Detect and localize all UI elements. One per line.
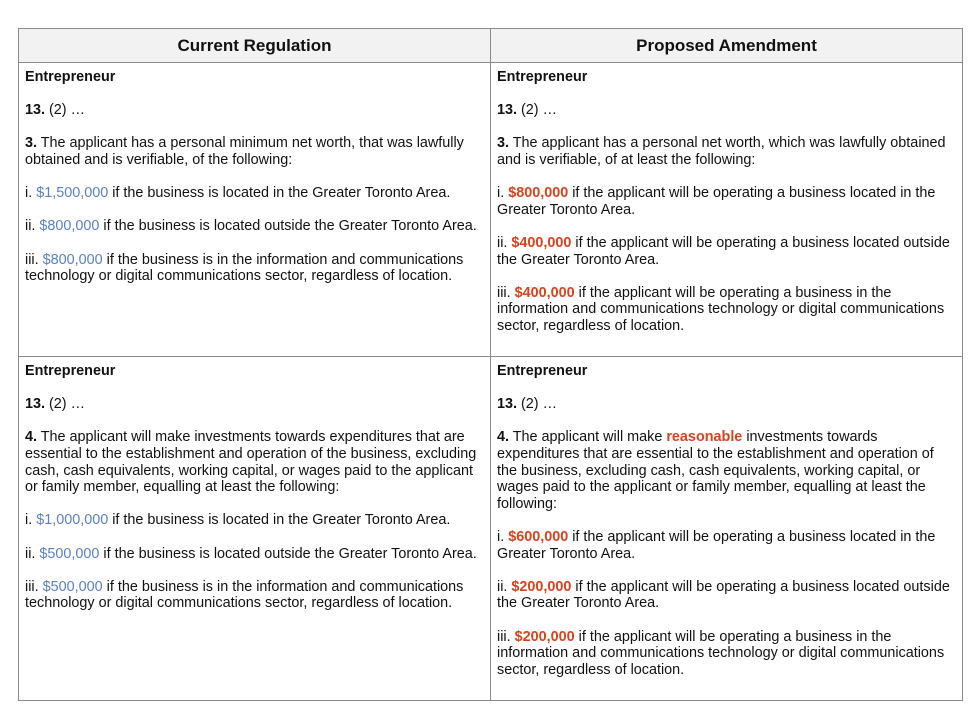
cell-heading: Entrepreneur <box>25 363 116 379</box>
section-ref: 13. (2) … <box>25 102 85 119</box>
current-cell <box>19 63 491 357</box>
proposed-cell <box>491 63 963 357</box>
list-item: ii. $800,000 if the business is located outside the Greater Toronto Area. <box>25 218 477 235</box>
clause-text: 3. The applicant has a personal minimum net worth, that was lawfully obtained and is verifiable, of the following: <box>25 135 464 168</box>
amount: $800,000 <box>42 251 103 268</box>
list-item: iii. $200,000 if the applicant will be operating a business in the information and communications technology or digital communications sector, regardless of location. <box>497 628 945 678</box>
section-ref: 13. (2) … <box>25 396 85 413</box>
list-item: i. $1,500,000 if the business is located in the Greater Toronto Area. <box>25 185 451 202</box>
comparison-table <box>18 28 963 701</box>
list-item: iii. $500,000 if the business is in the information and communications technology or digital communications sector, regardless of location. <box>25 578 464 612</box>
cell-heading: Entrepreneur <box>25 69 116 85</box>
amount: $500,000 <box>42 578 103 595</box>
amount: $1,500,000 <box>36 185 109 202</box>
list-item: i. $1,000,000 if the business is located in the Greater Toronto Area. <box>25 512 451 529</box>
highlighted-word: reasonable <box>666 429 743 446</box>
section-ref: 13. (2) … <box>497 396 557 413</box>
clause-text: 4. The applicant will make reasonable investments towards expenditures that are essential to the establishment and operation of the business, excluding cash, cash equivalents, working capital, or wages paid to the applicant or family member, equalling at least the following: <box>497 429 934 512</box>
amount: $600,000 <box>508 528 569 545</box>
amount: $500,000 <box>39 545 100 562</box>
list-item: i. $600,000 if the applicant will be operating a business located in the Greater Toronto Area. <box>497 528 936 562</box>
list-item: i. $800,000 if the applicant will be operating a business located in the Greater Toronto Area. <box>497 185 936 218</box>
list-item: iii. $800,000 if the business is in the information and communications technology or digital communications sector, regardless of location. <box>25 251 464 285</box>
proposed-cell <box>491 357 963 701</box>
header-current-regulation: Current Regulation <box>19 29 491 63</box>
cell-heading: Entrepreneur <box>497 363 588 379</box>
list-item: iii. $400,000 if the applicant will be operating a business in the information and communications technology or digital communications sector, regardless of location. <box>497 284 945 334</box>
table-row <box>19 357 963 701</box>
amount: $400,000 <box>511 234 572 251</box>
list-item: ii. $500,000 if the business is located outside the Greater Toronto Area. <box>25 545 477 562</box>
clause-text: 3. The applicant has a personal net worth, which was lawfully obtained and is verifiable, of at least the following: <box>497 135 946 168</box>
amount: $1,000,000 <box>36 512 109 529</box>
list-item: ii. $400,000 if the applicant will be operating a business located outside the Greater Toronto Area. <box>497 234 950 268</box>
header-proposed-amendment: Proposed Amendment <box>491 29 963 63</box>
amount: $200,000 <box>511 578 572 595</box>
list-item: ii. $200,000 if the applicant will be operating a business located outside the Greater Toronto Area. <box>497 578 950 612</box>
amount: $800,000 <box>508 185 569 202</box>
current-cell <box>19 357 491 701</box>
amount: $800,000 <box>39 218 100 235</box>
cell-heading: Entrepreneur <box>497 69 588 85</box>
table-row <box>19 63 963 357</box>
amount: $200,000 <box>514 628 575 645</box>
amount: $400,000 <box>514 284 575 301</box>
section-ref: 13. (2) … <box>497 102 557 119</box>
header-row <box>19 29 963 63</box>
clause-text: 4. The applicant will make investments towards expenditures that are essential to the establishment and operation of the business, excluding cash, cash equivalents, working capital, or wages paid to the applicant or family member, equalling at least the following: <box>25 429 477 496</box>
